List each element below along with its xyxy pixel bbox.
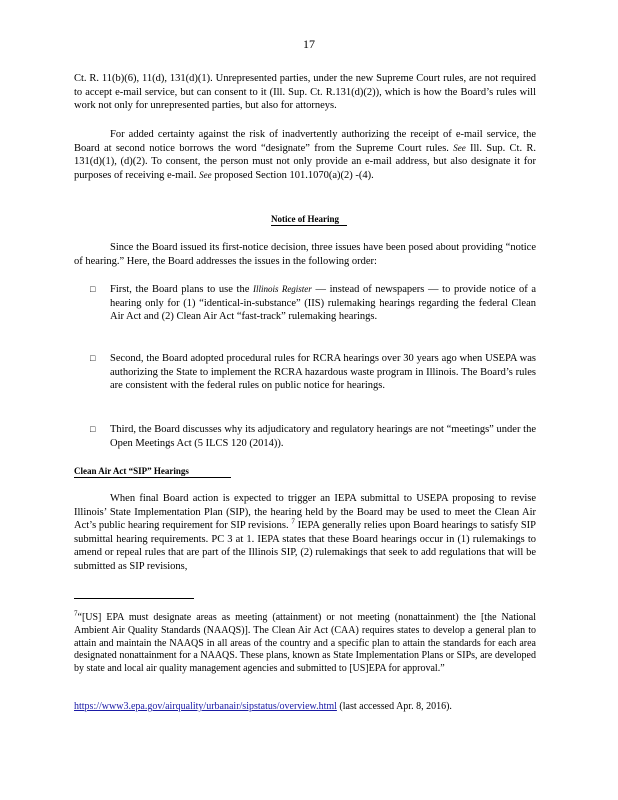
bullet-icon: □ (90, 424, 96, 434)
list-item (90, 283, 536, 324)
paragraph-text: When final Board action is expected to trigger an IEPA submittal to USEPA proposing to revise Illinois’ State Implementation Plan (SIP), the hearing held by the Board may be used to meet the Clean Air Act’s public hearing requirement for SIP revisions. (74, 493, 536, 531)
paragraph-text: IEPA generally relies upon Board hearings to satisfy SIP submittal hearing requirements. PC 3 at 1. IEPA states that these Board hearings occur in (1) rulemakings to amend or repeal rules that are part of the Illinois SIP, (2) rulemakings that seek to add regulations that will be submitted as SIP revisions, (74, 520, 537, 572)
bullet-icon: □ (90, 284, 96, 294)
paragraph-text: Since the Board issued its first-notice decision, three issues have been posed about providing “notice of hearing.” Here, the Board addresses the issues in the following order: (74, 242, 536, 267)
paragraph-sip (74, 492, 536, 573)
paragraph-text: Ill. Sup. Ct. R. 131(d)(1), (d)(2). To consent, the person must not only provide an e-mail address, but also designate it for purposes of receiving e-mail. (74, 142, 536, 181)
footnote-reference[interactable]: 7 (291, 517, 295, 526)
footnote-citation (74, 701, 536, 712)
paragraph-text: For added certainty against the risk of inadvertently authorizing the receipt of e-mail service, the Board at second notice borrows the word “designate” from the Supreme Court rules. (74, 129, 536, 154)
paragraph-text: Ct. R. 11(b)(6), 11(d), 131(d)(1). Unrepresented parties, under the new Supreme Court rules, are not required to accept e-mail service, but can consent to it (Ill. Sup. Ct. R.131(d)(2)), which is how the Board’s rules will work not only for unrepresented parties, but also for attorneys. (74, 73, 536, 111)
section-heading-sip (74, 466, 231, 478)
footnote (74, 609, 536, 676)
epa-sip-link[interactable]: https://www3.epa.gov/airquality/urbanair/sipstatus/overview.html (74, 701, 337, 712)
see-signal: See (199, 169, 212, 180)
illinois-register-italic: Illinois Register (253, 284, 312, 294)
section-heading-notice (0, 214, 618, 226)
list-item-text: Third, the Board discusses why its adjudicatory and regulatory hearings are not “meetings” under the Open Meetings Act (5 ILCS 120 (2014)). (110, 424, 536, 449)
paragraph-designate (74, 128, 536, 182)
accessed-date: (last accessed Apr. 8, 2016). (339, 701, 452, 712)
list-item (90, 423, 536, 450)
footnote-text: “[US] EPA must designate areas as meeting (attainment) or not meeting (nonattainment) the [the National Ambient Air Quality Standards (NAAQS)]. The Clean Air Act (CAA) requires states to develop a general plan to attain and maintain the NAAQS in all areas of the country and a specific plan to attain the standards for each area designated nonattainment for a NAAQS. These plans, known as State Implementation Plans or SIPs, are developed by state and local air quality management agencies and submitted to [US]EPA for approval.” (74, 612, 536, 675)
page-number: 17 (303, 37, 315, 51)
heading-text: Clean Air Act “SIP” Hearings (74, 466, 231, 478)
paragraph-text: proposed Section 101.1070(a)(2) -(4). (214, 169, 374, 181)
list-item-text-part: First, the Board plans to use the (110, 284, 250, 295)
list-item-text (110, 283, 536, 324)
list-item-text: Second, the Board adopted procedural rules for RCRA hearings over 30 years ago when USEPA was authorizing the State to implement the RCRA hazardous waste program in Illinois. The Board’s rules are consistent with the federal rules on public notice for hearings. (110, 353, 536, 391)
footnote-marker: 7 (74, 609, 78, 618)
list-item (90, 352, 536, 393)
paragraph-continuation (74, 72, 536, 113)
list-item-text-part: — instead of newspapers — to provide notice of a hearing only for (1) “identical-in-substance” (IIS) rulemaking hearings regarding the federal Clean Air Act and (2) Clean Air Act “fast-track” rulemaking hearings. (110, 284, 537, 322)
paragraph-notice-intro (74, 241, 536, 268)
heading-text: Notice of Hearing (271, 214, 347, 226)
bullet-icon: □ (90, 353, 96, 363)
see-signal: See (453, 142, 466, 153)
footnote-divider (74, 598, 194, 599)
